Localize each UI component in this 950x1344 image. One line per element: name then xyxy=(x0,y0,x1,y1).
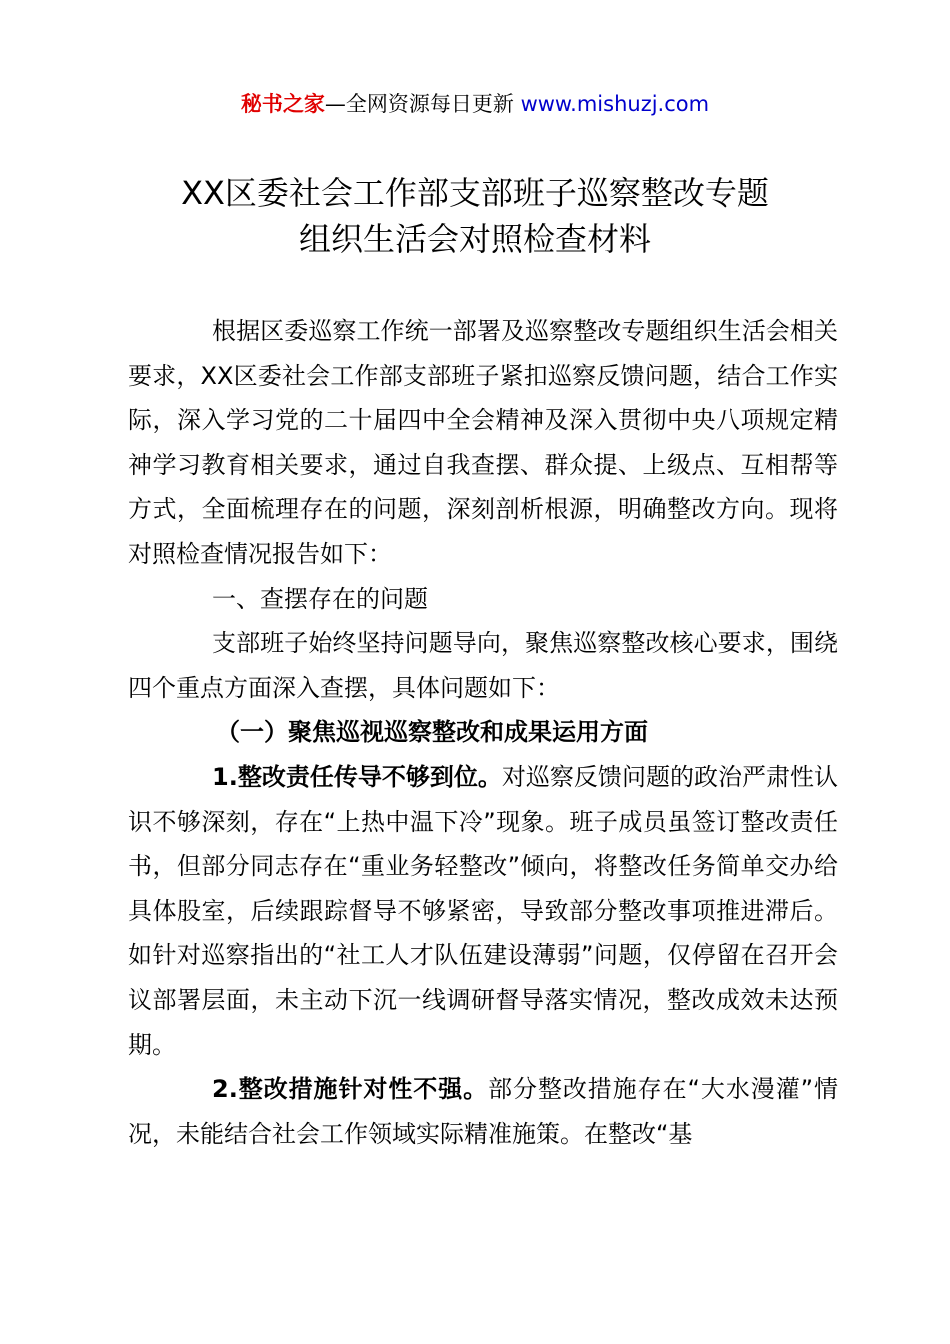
item-2-text: 部分整改措施存在“大水漫灌”情况，未能结合社会工作领域实际精准施策。在整改“基 xyxy=(128,1075,838,1148)
document-body xyxy=(128,309,838,1156)
item-1-title: 1.整改责任传导不够到位。 xyxy=(212,762,502,791)
site-url-link[interactable]: www.mishuzj.com xyxy=(520,92,710,116)
subsection-1-heading: （一）聚焦巡视巡察整改和成果运用方面 xyxy=(216,718,648,747)
site-tagline: —全网资源每日更新 xyxy=(324,92,521,116)
site-brand: 秘书之家 xyxy=(240,92,325,116)
intro-paragraph: 根据区委巡察工作统一部署及巡察整改专题组织生活会相关要求，XX区委社会工作部支部班子紧扣巡察反馈问题，结合工作实际，深入学习党的二十届四中全会精神及深入贯彻中央八项规定精神学习教育相关要求，通过自我查摆、群众提、上级点、互相帮等方式，全面梳理存在的问题，深刻剖析根源，明确整改方向。现将对照检查情况报告如下： xyxy=(128,317,838,568)
section-1-heading: 一、查摆存在的问题 xyxy=(212,584,428,613)
document-title-line-1: XX区委社会工作部支部班子巡察整改专题 xyxy=(181,174,769,212)
item-2-paragraph xyxy=(128,1067,838,1156)
item-2-title: 2.整改措施针对性不强。 xyxy=(212,1075,489,1104)
section-1-intro: 支部班子始终坚持问题导向，聚焦巡察整改核心要求，围绕四个重点方面深入查摆，具体问题如下： xyxy=(128,629,838,702)
item-1-text: 对巡察反馈问题的政治严肃性认识不够深刻，存在“上热中温下冷”现象。班子成员虽签订整改责任书，但部分同志存在“重业务轻整改”倾向，将整改任务简单交办给具体股室，后续跟踪督导不够紧密，导致部分整改事项推进滞后。如针对巡察指出的“社工人才队伍建设薄弱”问题，仅停留在召开会议部署层面，未主动下沉一线调研督导落实情况，整改成效未达预期。 xyxy=(128,762,838,1059)
document-title-line-2: 组织生活会对照检查材料 xyxy=(298,220,651,258)
site-header xyxy=(0,88,950,120)
item-1-paragraph xyxy=(128,755,838,1067)
